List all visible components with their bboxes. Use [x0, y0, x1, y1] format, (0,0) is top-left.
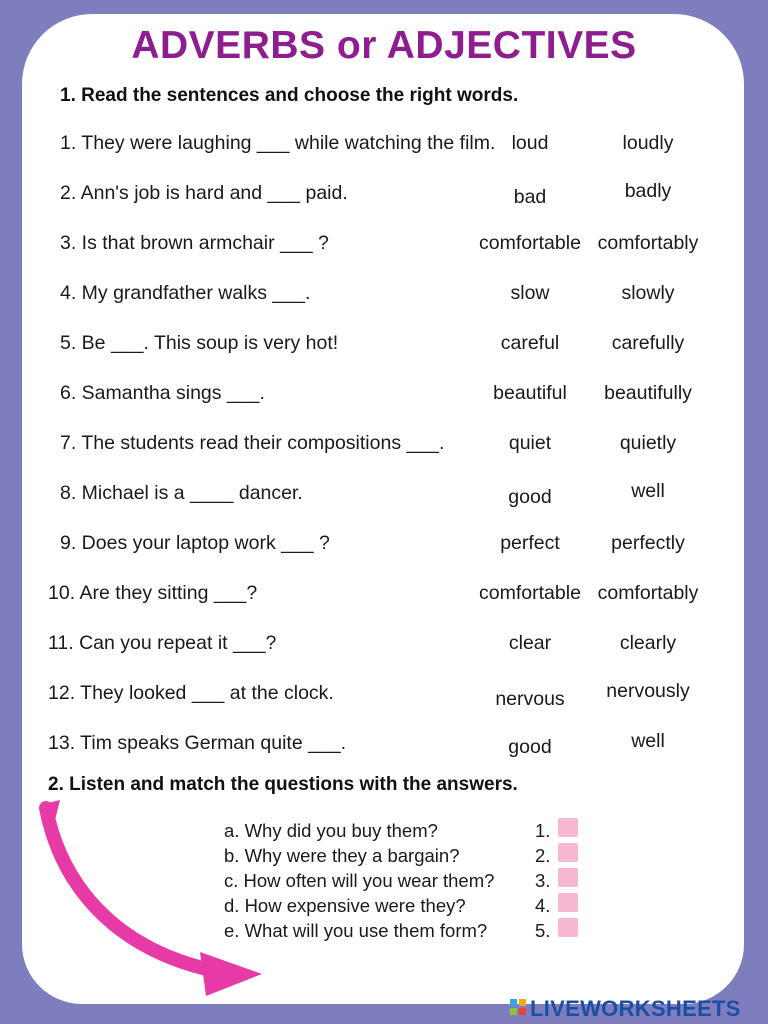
sentence-text: 4. My grandfather walks ___. [60, 282, 311, 304]
option-adjective[interactable]: loud [511, 132, 549, 154]
sentence-text: 13. Tim speaks German quite ___. [48, 732, 347, 754]
option-adjective[interactable]: slow [510, 282, 550, 304]
answer-input-box[interactable] [558, 843, 578, 862]
option-adjective[interactable]: perfect [500, 532, 560, 554]
option-adjective[interactable]: quiet [508, 432, 552, 454]
option-adverb[interactable]: comfortably [597, 232, 699, 254]
option-adjective[interactable]: careful [500, 332, 560, 354]
option-adjective[interactable]: bad [513, 186, 547, 208]
option-adverb[interactable]: perfectly [611, 532, 685, 554]
option-adverb[interactable]: clearly [619, 632, 677, 654]
answer-number: 5. [535, 920, 551, 941]
sentence-text: 7. The students read their compositions ___. [60, 432, 445, 454]
section2-heading: 2. Listen and match the questions with the answers. [48, 774, 518, 795]
answer-input-box[interactable] [558, 918, 578, 937]
sentence-text: 8. Michael is a ____ dancer. [60, 482, 303, 504]
sentence-text: 11. Can you repeat it ___? [48, 632, 277, 654]
option-adverb[interactable]: comfortably [597, 582, 699, 604]
question-row [0, 870, 768, 894]
sentence-text: 10. Are they sitting ___? [48, 582, 258, 604]
option-adverb[interactable]: carefully [611, 332, 685, 354]
option-adverb[interactable]: quietly [619, 432, 677, 454]
option-adverb[interactable]: well [631, 480, 665, 502]
question-text: e. What will you use them form? [224, 920, 488, 941]
question-row [0, 895, 768, 919]
answer-number: 4. [535, 895, 551, 916]
section1-heading: 1. Read the sentences and choose the right words. [60, 85, 519, 106]
option-adverb[interactable]: slowly [621, 282, 675, 304]
sentence-text: 5. Be ___. This soup is very hot! [60, 332, 339, 354]
question-text: d. How expensive were they? [224, 895, 466, 916]
page-title: ADVERBS or ADJECTIVES [131, 24, 637, 67]
sentence-text: 2. Ann's job is hard and ___ paid. [60, 182, 348, 204]
sentence-text: 6. Samantha sings ___. [60, 382, 265, 404]
sentence-text: 3. Is that brown armchair ___ ? [60, 232, 329, 254]
option-adverb[interactable]: badly [624, 180, 672, 202]
option-adjective[interactable]: comfortable [479, 582, 581, 604]
answer-input-box[interactable] [558, 868, 578, 887]
option-adjective[interactable]: clear [508, 632, 552, 654]
option-adverb[interactable]: well [631, 730, 665, 752]
answer-number: 1. [535, 820, 551, 841]
option-adjective[interactable]: beautiful [493, 382, 567, 404]
answer-number: 2. [535, 845, 551, 866]
option-adjective[interactable]: comfortable [479, 232, 581, 254]
answer-input-box[interactable] [558, 818, 578, 837]
sentence-text: 1. They were laughing ___ while watching the film. [60, 132, 496, 154]
option-adjective[interactable]: good [508, 486, 552, 508]
question-text: c. How often will you wear them? [224, 870, 495, 891]
option-adverb[interactable]: nervously [606, 680, 690, 702]
sentence-text: 12. They looked ___ at the clock. [48, 682, 334, 704]
liveworksheets-logo-text: LIVEWORKSHEETS [530, 996, 741, 1021]
question-text: a. Why did you buy them? [224, 820, 438, 841]
option-adjective[interactable]: good [508, 736, 552, 758]
question-row [0, 845, 768, 869]
question-text: b. Why were they a bargain? [224, 845, 460, 866]
option-adverb[interactable]: loudly [622, 132, 674, 154]
question-row [0, 820, 768, 844]
answer-input-box[interactable] [558, 893, 578, 912]
option-adjective[interactable]: nervous [495, 688, 565, 710]
sentence-text: 9. Does your laptop work ___ ? [60, 532, 330, 554]
question-row [0, 920, 768, 944]
option-adverb[interactable]: beautifully [604, 382, 692, 404]
liveworksheets-logo-icon [510, 999, 526, 1015]
answer-number: 3. [535, 870, 551, 891]
